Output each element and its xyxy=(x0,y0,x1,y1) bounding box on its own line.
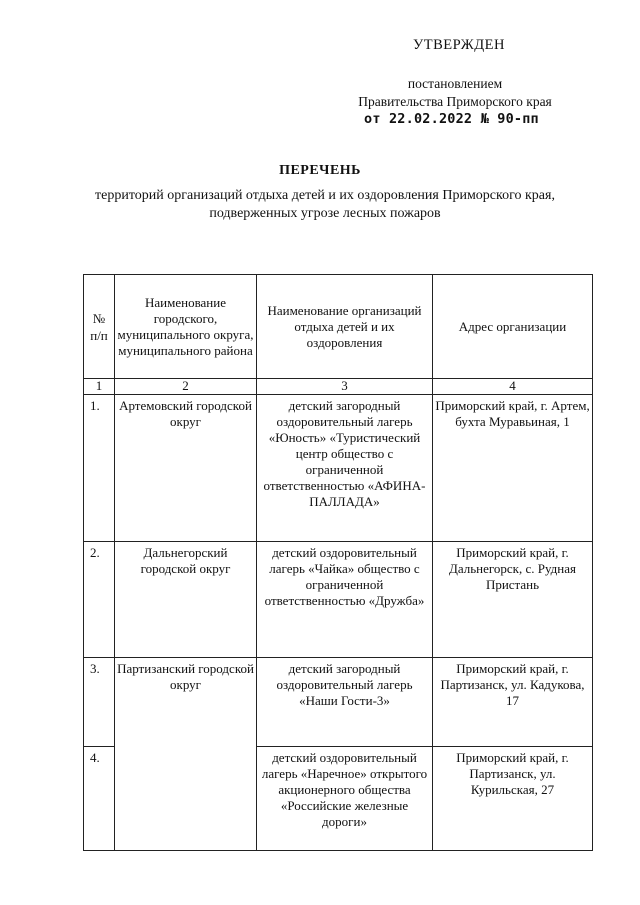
row-organization: детский оздоровительный лагерь «Чайка» общество с ограниченной ответственностью «Дружба» xyxy=(257,542,433,658)
column-number: 2 xyxy=(115,379,257,395)
column-number: 1 xyxy=(84,379,115,395)
table-row xyxy=(84,395,593,542)
header-address: Адрес организации xyxy=(433,275,593,379)
row-organization: детский оздоровительный лагерь «Наречное» открытого акционерного общества «Российские железные дороги» xyxy=(257,747,433,851)
row-number: 3. xyxy=(84,658,115,747)
document-title: ПЕРЕЧЕНЬ xyxy=(279,163,361,178)
row-district: Артемовский городской округ xyxy=(115,395,257,542)
header-organization: Наименование организаций отдыха детей и их оздоровления xyxy=(257,275,433,379)
row-number: 1. xyxy=(84,395,115,542)
header-district: Наименование городского, муниципального округа, муниципального района xyxy=(115,275,257,379)
row-address: Приморский край, г. Артем, бухта Муравьиная, 1 xyxy=(433,395,593,542)
row-district: Дальнегорский городской округ xyxy=(115,542,257,658)
row-address: Приморский край, г. Партизанск, ул. Курильская, 27 xyxy=(433,747,593,851)
decree-reference xyxy=(330,75,580,111)
row-organization: детский загородный оздоровительный лагерь «Наши Гости-3» xyxy=(257,658,433,747)
subtitle-line-1: территорий организаций отдыха детей и их оздоровления Приморского края, xyxy=(95,188,555,203)
document-subtitle xyxy=(60,187,590,223)
table-row xyxy=(84,542,593,658)
header-number-line-1: № xyxy=(92,310,106,326)
row-organization: детский загородный оздоровительный лагерь «Юность» «Туристический центр общество с ограниченной ответственностью «АФИНА-ПАЛЛАДА» xyxy=(257,395,433,542)
column-number: 4 xyxy=(433,379,593,395)
header-number-line-2: п/п xyxy=(90,327,108,343)
approved-stamp: УТВЕРЖДЕН xyxy=(413,37,505,53)
table-header-row xyxy=(84,275,593,379)
row-number: 2. xyxy=(84,542,115,658)
decree-line-2: Правительства Приморского края xyxy=(358,94,552,109)
subtitle-line-2: подверженных угрозе лесных пожаров xyxy=(209,206,441,221)
header-number xyxy=(84,275,115,379)
decree-line-1: постановлением xyxy=(407,76,503,91)
column-number-row xyxy=(84,379,593,395)
camps-table xyxy=(83,274,593,851)
table-row xyxy=(84,658,593,747)
row-address: Приморский край, г. Дальнегорск, с. Рудная Пристань xyxy=(433,542,593,658)
row-district: Партизанский городской округ xyxy=(115,658,257,851)
decree-number: от 22.02.2022 № 90-пп xyxy=(364,111,539,127)
column-number: 3 xyxy=(257,379,433,395)
row-address: Приморский край, г. Партизанск, ул. Кадукова, 17 xyxy=(433,658,593,747)
row-number: 4. xyxy=(84,747,115,851)
